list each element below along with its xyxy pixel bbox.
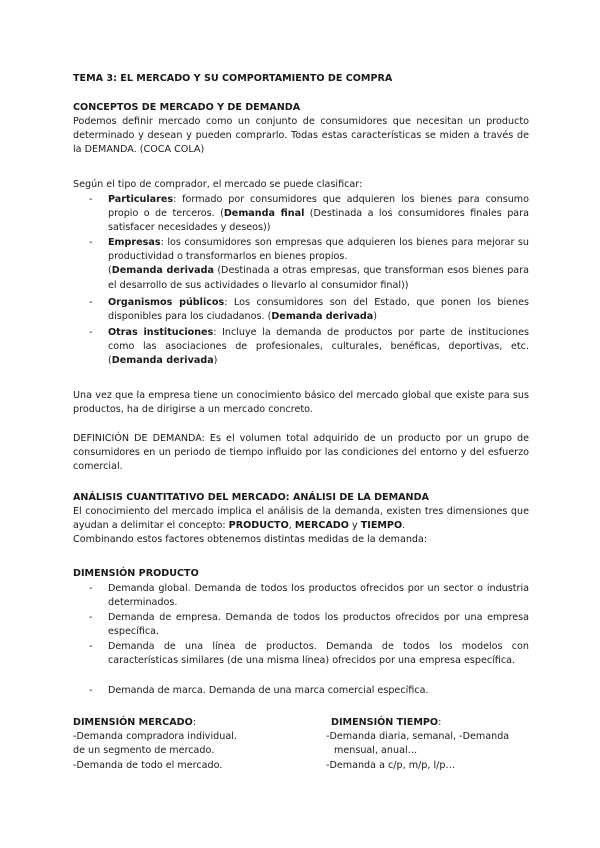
mercado-line: -Demanda compradora individual. (73, 731, 237, 743)
list-item-demanda-linea (89, 640, 529, 668)
paragraph-clasificacion: Según el tipo de comprador, el mercado se puede clasificar: (73, 179, 363, 190)
mercado-line: -Demanda de todo el mercado. (73, 759, 223, 771)
dimension-tiempo-title: DIMENSIÓN TIEMPO (331, 717, 439, 728)
term-organismos: Organismos públicos (108, 297, 225, 308)
dimension-tiempo-heading (326, 716, 530, 730)
bullet-dash: - (89, 583, 93, 594)
list-item-demanda-global (89, 582, 529, 610)
bullet-dash: - (89, 194, 93, 205)
document-title: TEMA 3: EL MERCADO Y SU COMPORTAMIENTO DE COMPRA (73, 73, 393, 84)
dimension-tiempo-column (326, 716, 530, 773)
item-description: : los consumidores son empresas que adquieren los bienes para mejorar su productividad o transformarlos en bienes propios. (108, 237, 529, 263)
mercado-line: de un segmento de mercado. (73, 745, 215, 757)
tiempo-line: -Demanda diaria, semanal, -Demanda (326, 731, 510, 743)
section-heading-conceptos: CONCEPTOS DE MERCADO Y DE DEMANDA (73, 102, 301, 113)
demand-type: Demanda derivada (111, 265, 214, 277)
demand-type: Demanda derivada (111, 355, 214, 367)
list-item-text (108, 326, 529, 369)
keyword-mercado: MERCADO (294, 520, 349, 532)
term-particulares: Particulares (108, 194, 174, 205)
item-description: : Incluye la demanda de productos por parte de instituciones como las asociaciones de profesionales, culturales, benéficas, deportivas, etc. ( (108, 327, 529, 367)
bullet-dash: - (89, 612, 93, 623)
list-item-text (108, 296, 529, 324)
dimension-mercado-heading (73, 716, 303, 730)
list-item-empresas (89, 236, 529, 293)
demand-type: Demanda derivada (271, 311, 374, 323)
term-empresas: Empresas (108, 237, 161, 248)
list-item-text: Demanda de empresa. Demanda de todos los productos ofrecidos por una empresa específica. (108, 612, 529, 638)
list-item-demanda-empresa (89, 611, 529, 639)
item-description: : formado por consumidores que adquieren los bienes para consumo propio o de terceros. ( (108, 194, 529, 220)
list-item-text: Demanda de marca. Demanda de una marca comercial específica. (108, 685, 429, 696)
separator: y (348, 520, 361, 532)
separator: , (288, 520, 295, 532)
item-description: : Los consumidores son del Estado, que ponen los bienes disponibles para los ciudadanos. ( (108, 297, 530, 323)
demand-close: ) (213, 355, 218, 367)
combinando-text: Combinando estos factores obtenemos distintas medidas de la demanda: (73, 534, 428, 546)
bullet-dash: - (89, 237, 93, 248)
list-item-instituciones (89, 326, 529, 369)
list-item-text: Demanda de una línea de productos. Demanda de todos los modelos con características similares (de una misma línea) ofrecidos por una empresa específica. (108, 641, 529, 667)
paragraph-mercado-concreto: Una vez que la empresa tiene un conocimiento básico del mercado global que existe para sus productos, ha de dirigirse a un mercado concreto. (73, 390, 529, 416)
demand-note: (Destinada a los consumidores finales para satisfacer necesidades y deseos)) (108, 208, 529, 234)
colon: : (192, 717, 196, 728)
list-item-text (108, 193, 529, 236)
bullet-dash: - (89, 685, 93, 696)
list-item-organismos (89, 296, 529, 324)
term-instituciones: Otras instituciones (108, 327, 214, 338)
paragraph-definicion-mercado: Podemos definir mercado como un conjunto de consumidores que necesitan un producto determinado y desean y pueden comprarlo. Todas estas características se miden a través de la DEMANDA. (COCA COLA) (73, 116, 529, 156)
list-item-text: Demanda global. Demanda de todos los productos ofrecidos por un sector o industria determinados. (108, 583, 529, 609)
list-item-particulares (89, 193, 529, 236)
paragraph-dimensiones (73, 505, 529, 548)
keyword-producto: PRODUCTO (228, 520, 289, 532)
bullet-dash: - (89, 641, 93, 652)
colon: : (438, 717, 442, 728)
demand-close: ) (373, 311, 378, 323)
dimension-mercado-column (73, 716, 303, 773)
paragraph-definicion-demanda: DEFINICIÓN DE DEMANDA: Es el volumen total adquirido de un producto por un grupo de consumidores en un periodo de tiempo influido por las condiciones del entorno y del esfuerzo comercial. (73, 433, 529, 473)
list-item-text (108, 236, 529, 293)
demand-open: ( (108, 265, 112, 277)
list-item-demanda-marca (89, 684, 529, 698)
section-heading-analisis: ANÁLISIS CUANTITATIVO DEL MERCADO: ANÁLISI DE LA DEMANDA (73, 492, 429, 503)
dimension-producto-heading: DIMENSIÓN PRODUCTO (73, 568, 199, 579)
keyword-tiempo: TIEMPO (360, 520, 403, 532)
tiempo-line: -Demanda a c/p, m/p, l/p… (326, 759, 456, 771)
demand-type: Demanda final (223, 208, 305, 220)
tiempo-line: mensual, anual… (334, 745, 418, 757)
demand-note: (Destinada a otras empresas, que transforman esos bienes para el desarrollo de sus actividades o llevarlo al consumidor final)) (108, 265, 529, 291)
dimensiones-text: El conocimiento del mercado implica el análisis de la demanda, existen tres dimensiones que ayudan a delimitar el concepto: (73, 506, 529, 532)
dimension-mercado-title: DIMENSIÓN MERCADO (73, 717, 193, 728)
bullet-dash: - (89, 327, 93, 338)
period: . (402, 520, 406, 532)
bullet-dash: - (89, 297, 93, 308)
